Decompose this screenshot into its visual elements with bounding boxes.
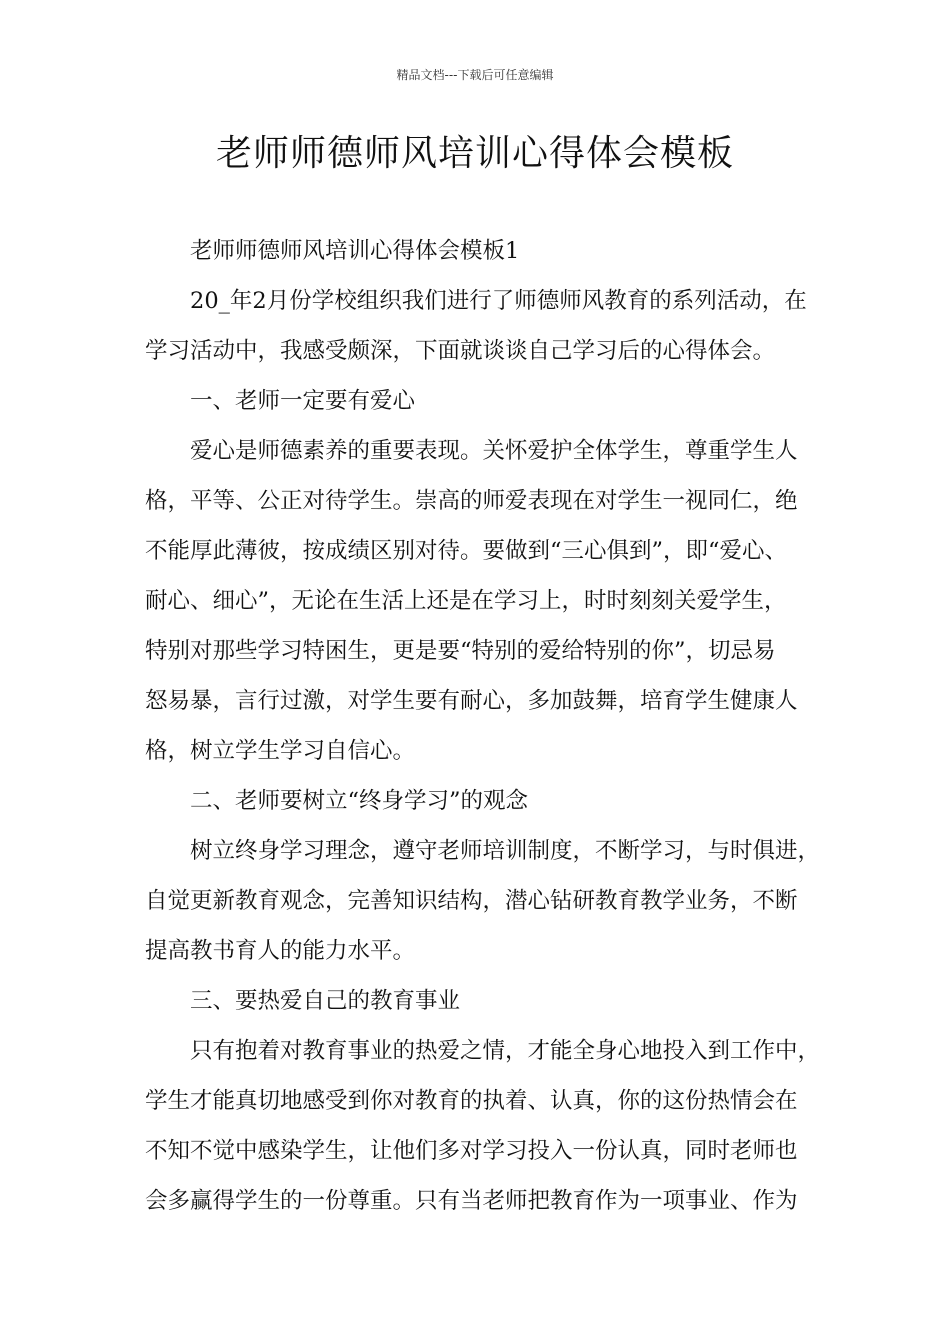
paragraph-line: 特别对那些学习特困生，更是要“特别的爱给特别的你”，切忌易 <box>145 638 776 664</box>
paragraph-line: 提高教书育人的能力水平。 <box>145 938 416 964</box>
header-note: 精品文档---下载后可任意编辑 <box>396 68 554 82</box>
paragraph-line: 学习活动中，我感受颇深，下面就谈谈自己学习后的心得体会。 <box>145 338 776 364</box>
subtitle-line: 老师师德师风培训心得体会模板1 <box>190 238 520 264</box>
paragraph-line: 不知不觉中感染学生，让他们多对学习投入一份认真，同时老师也 <box>145 1138 798 1164</box>
paragraph-line: 爱心是师德素养的重要表现。关怀爱护全体学生，尊重学生人 <box>190 438 798 464</box>
paragraph-line: 耐心、细心”，无论在生活上还是在学习上，时时刻刻关爱学生， <box>145 588 787 614</box>
paragraph-line: 自觉更新教育观念，完善知识结构，潜心钻研教育教学业务，不断 <box>145 888 798 914</box>
paragraph-line: 格，平等、公正对待学生。崇高的师爱表现在对学生一视同仁，绝 <box>145 488 798 514</box>
paragraph-line: 不能厚此薄彼，按成绩区别对待。要做到“三心俱到”，即“爱心、 <box>145 538 788 564</box>
section-heading: 二、老师要树立“终身学习”的观念 <box>190 788 529 814</box>
section-heading: 一、老师一定要有爱心 <box>190 388 416 414</box>
paragraph-line: 会多赢得学生的一份尊重。只有当老师把教育作为一项事业、作为 <box>145 1188 798 1214</box>
paragraph-line: 只有抱着对教育事业的热爱之情，才能全身心地投入到工作中， <box>190 1038 821 1064</box>
document-title: 老师师德师风培训心得体会模板 <box>215 133 734 174</box>
section-heading: 三、要热爱自己的教育事业 <box>190 988 461 1014</box>
paragraph-line: 学生才能真切地感受到你对教育的执着、认真，你的这份热情会在 <box>145 1088 798 1114</box>
paragraph-line: 怒易暴，言行过激，对学生要有耐心，多加鼓舞，培育学生健康人 <box>145 688 798 714</box>
paragraph-line: 20_年2月份学校组织我们进行了师德师风教育的系列活动，在 <box>190 288 807 314</box>
paragraph-line: 树立终身学习理念，遵守老师培训制度，不断学习，与时俱进， <box>190 838 821 864</box>
paragraph-line: 格，树立学生学习自信心。 <box>145 738 416 764</box>
